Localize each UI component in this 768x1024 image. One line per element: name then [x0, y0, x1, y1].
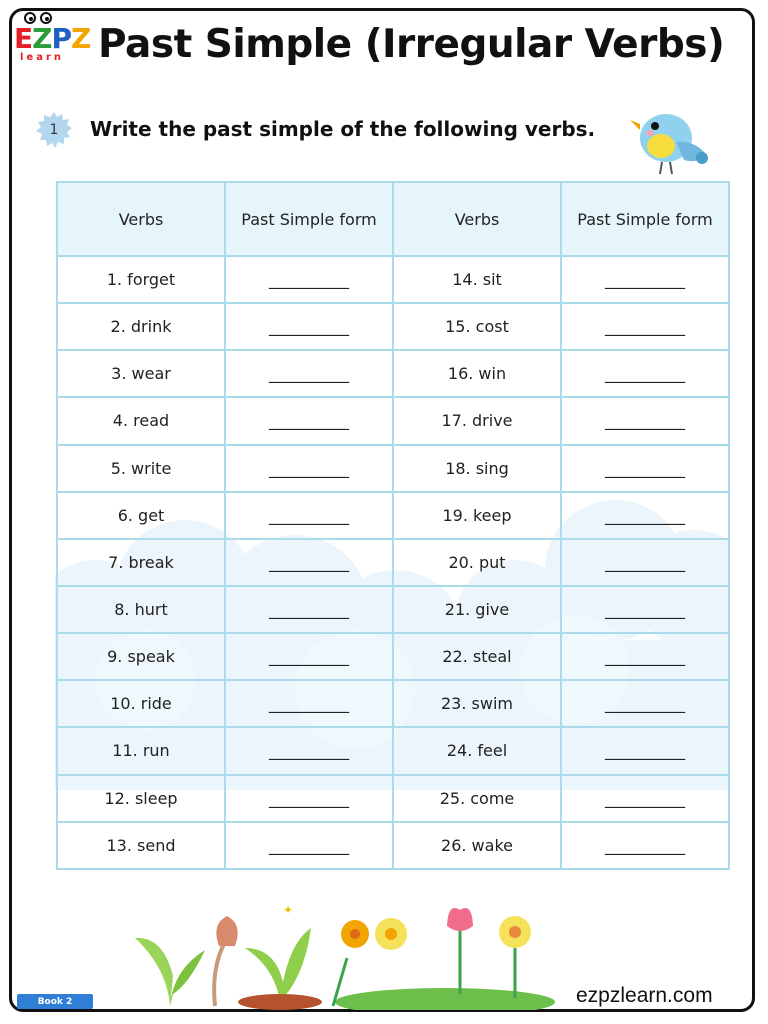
answer-blank[interactable]: __________	[225, 303, 393, 350]
logo-subtitle: learn	[20, 52, 65, 63]
verb-cell: 17. drive	[393, 397, 561, 444]
exercise-instruction: Write the past simple of the following verbs.	[90, 117, 596, 141]
answer-blank[interactable]: __________	[225, 445, 393, 492]
exercise-number: 1	[49, 122, 59, 138]
table-row	[57, 822, 729, 869]
verb-cell: 7. break	[57, 539, 225, 586]
verb-cell: 16. win	[393, 350, 561, 397]
verb-cell: 1. forget	[57, 256, 225, 303]
answer-blank[interactable]: __________	[225, 397, 393, 444]
answer-blank[interactable]: __________	[225, 775, 393, 822]
verb-cell: 19. keep	[393, 492, 561, 539]
answer-blank[interactable]: __________	[561, 680, 729, 727]
answer-blank[interactable]: __________	[225, 492, 393, 539]
verb-cell: 18. sing	[393, 445, 561, 492]
answer-blank[interactable]: __________	[561, 303, 729, 350]
verb-cell: 25. come	[393, 775, 561, 822]
answer-blank[interactable]: __________	[561, 586, 729, 633]
table-row	[57, 539, 729, 586]
table-row	[57, 775, 729, 822]
answer-blank[interactable]: __________	[225, 633, 393, 680]
column-header-verbs: Verbs	[57, 182, 225, 256]
verb-cell: 10. ride	[57, 680, 225, 727]
verb-cell: 14. sit	[393, 256, 561, 303]
table-row	[57, 397, 729, 444]
ezpz-logo	[14, 10, 91, 63]
answer-blank[interactable]: __________	[225, 727, 393, 774]
verb-cell: 11. run	[57, 727, 225, 774]
table-row	[57, 633, 729, 680]
bird-icon	[628, 106, 712, 178]
exercise-number-badge	[35, 111, 73, 149]
answer-blank[interactable]: __________	[225, 350, 393, 397]
verb-cell: 23. swim	[393, 680, 561, 727]
answer-blank[interactable]: __________	[225, 680, 393, 727]
answer-blank[interactable]: __________	[225, 539, 393, 586]
verb-cell: 22. steal	[393, 633, 561, 680]
answer-blank[interactable]: __________	[561, 633, 729, 680]
plants-flowers-icon	[115, 898, 555, 1010]
verb-cell: 15. cost	[393, 303, 561, 350]
table-row	[57, 680, 729, 727]
verb-cell: 21. give	[393, 586, 561, 633]
answer-blank[interactable]: __________	[561, 256, 729, 303]
verbs-table	[56, 181, 730, 870]
verb-cell: 24. feel	[393, 727, 561, 774]
answer-blank[interactable]: __________	[561, 727, 729, 774]
table-row	[57, 492, 729, 539]
verb-cell: 13. send	[57, 822, 225, 869]
column-header-past-simple: Past Simple form	[561, 182, 729, 256]
svg-text:✦: ✦	[283, 903, 294, 917]
website-url: ezpzlearn.com	[576, 984, 713, 1007]
column-header-past-simple: Past Simple form	[225, 182, 393, 256]
table-row	[57, 350, 729, 397]
table-row	[57, 303, 729, 350]
verb-cell: 26. wake	[393, 822, 561, 869]
verb-cell: 6. get	[57, 492, 225, 539]
table-row	[57, 445, 729, 492]
answer-blank[interactable]: __________	[561, 822, 729, 869]
column-header-verbs: Verbs	[393, 182, 561, 256]
verb-cell: 4. read	[57, 397, 225, 444]
book-label: Book 2	[17, 994, 93, 1009]
answer-blank[interactable]: __________	[225, 822, 393, 869]
verb-cell: 9. speak	[57, 633, 225, 680]
verb-cell: 12. sleep	[57, 775, 225, 822]
verb-cell: 5. write	[57, 445, 225, 492]
verb-cell: 2. drink	[57, 303, 225, 350]
table-row	[57, 586, 729, 633]
answer-blank[interactable]: __________	[561, 492, 729, 539]
table-row	[57, 256, 729, 303]
page-title: Past Simple (Irregular Verbs)	[98, 22, 725, 67]
verb-cell: 3. wear	[57, 350, 225, 397]
answer-blank[interactable]: __________	[561, 350, 729, 397]
answer-blank[interactable]: __________	[561, 539, 729, 586]
answer-blank[interactable]: __________	[225, 256, 393, 303]
table-header-row	[57, 182, 729, 256]
table-row	[57, 727, 729, 774]
answer-blank[interactable]: __________	[561, 445, 729, 492]
verb-cell: 8. hurt	[57, 586, 225, 633]
logo-letters: EZPZ	[14, 22, 91, 55]
answer-blank[interactable]: __________	[561, 775, 729, 822]
verb-cell: 20. put	[393, 539, 561, 586]
answer-blank[interactable]: __________	[225, 586, 393, 633]
answer-blank[interactable]: __________	[561, 397, 729, 444]
